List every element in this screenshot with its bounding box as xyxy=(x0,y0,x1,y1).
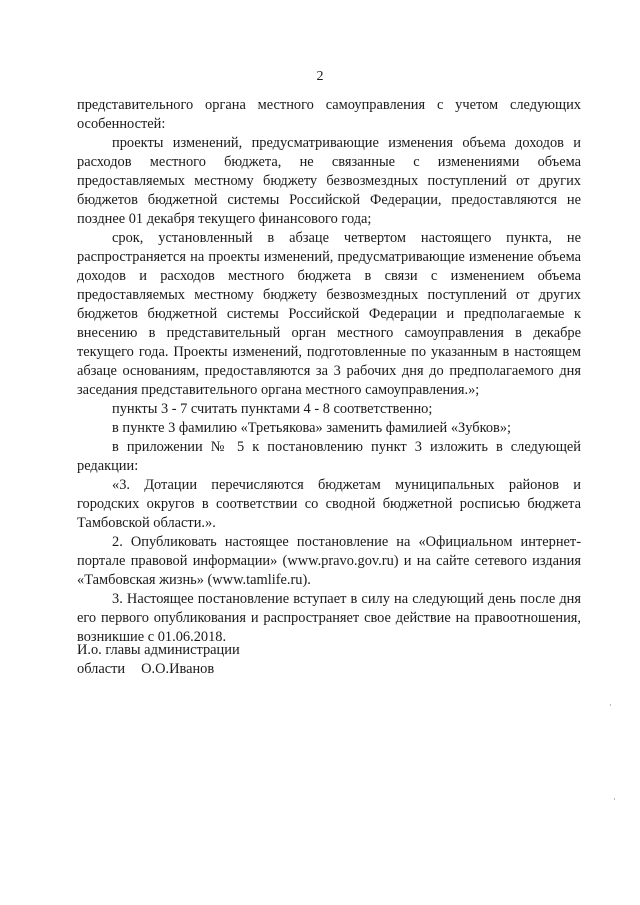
scan-speck xyxy=(614,798,615,800)
signature-block xyxy=(77,641,240,679)
signatory-name: О.О.Иванов xyxy=(141,661,215,677)
paragraph-7: «3. Дотации перечисляются бюджетам муниципальных районов и городских округов в соответствии со сводной бюджетной росписью бюджета Тамбовской области.». xyxy=(77,477,581,531)
signatory-region: области xyxy=(77,661,126,677)
paragraph-9: 3. Настоящее постановление вступает в силу на следующий день после дня его первого опубликования и распространяет свое действие на правоотношения, возникшие с 01.06.2018. xyxy=(77,591,581,645)
document-body xyxy=(77,96,581,647)
paragraph-3: срок, установленный в абзаце четвертом настоящего пункта, не распространяется на проекты изменений, предусматривающие изменение объема доходов и расходов местного бюджета в связи с изменением объема предоставляемых местному бюджету безвозмездных поступлений от других бюджетов бюджетной системы Российской Федерации и предполагаемые к внесению в представительный орган местного самоуправления в декабре текущего года. Проекты изменений, подготовленные по указанным в настоящем абзаце основаниям, предоставляются за 3 рабочих дня до предполагаемого дня заседания представительного органа местного самоуправления.»; xyxy=(77,230,581,398)
signatory-line xyxy=(77,660,240,679)
scan-speck xyxy=(610,704,611,706)
paragraph-4: пункты 3 - 7 считать пунктами 4 - 8 соответственно; xyxy=(112,401,433,417)
page-number: 2 xyxy=(316,69,324,84)
paragraph-1: представительного органа местного самоуправления с учетом следующих особенностей: xyxy=(77,97,581,132)
paragraph-2: проекты изменений, предусматривающие изменения объема доходов и расходов местного бюджета, не связанные с изменениями объема предоставляемых местному бюджету безвозмездных поступлений от других бюджетов бюджетной системы Российской Федерации, предоставляются не позднее 01 декабря текущего финансового года; xyxy=(77,135,581,227)
paragraph-8: 2. Опубликовать настоящее постановление на «Официальном интернет-портале правовой информации» (www.pravo.gov.ru) и на сайте сетевого издания «Тамбовская жизнь» (www.tamlife.ru). xyxy=(77,534,581,588)
signatory-position: И.о. главы администрации xyxy=(77,642,240,658)
paragraph-5: в пункте 3 фамилию «Третьякова» заменить фамилией «Зубков»; xyxy=(112,420,512,436)
paragraph-6: в приложении № 5 к постановлению пункт 3 изложить в следующей редакции: xyxy=(77,439,581,474)
